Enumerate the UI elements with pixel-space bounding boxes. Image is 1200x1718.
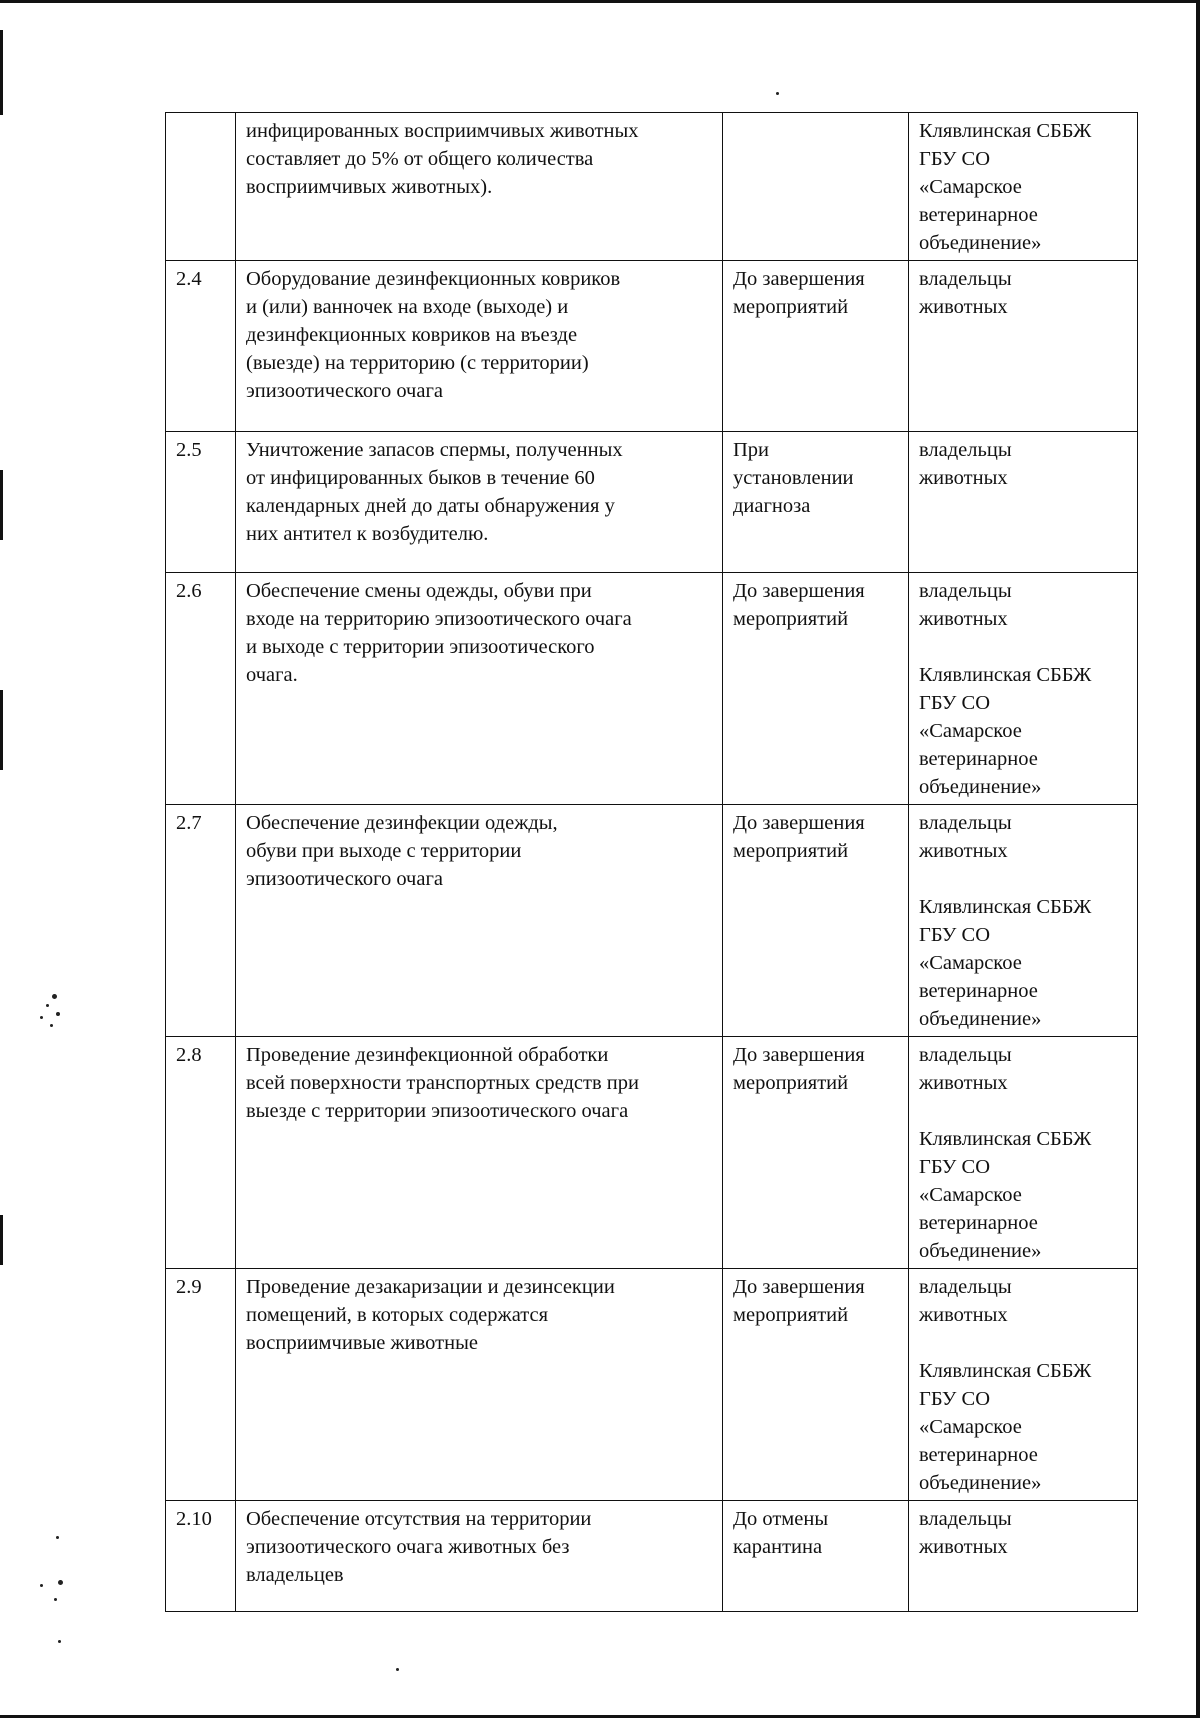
scan-border-left [0,30,3,115]
row-number: 2.5 [166,432,236,573]
measure-text: Проведение дезинфекционной обработки всей поверхности транспортных средств при выезде с территории эпизоотического очага [236,1037,723,1269]
responsible-text: владельцы животных Клявлинская СББЖ ГБУ СО «Самарское ветеринарное объединение» [909,1037,1138,1269]
row-number: 2.8 [166,1037,236,1269]
term-text: До завершения мероприятий [723,1037,909,1269]
measure-text: Обеспечение смены одежды, обуви при входе на территорию эпизоотического очага и выходе с территории эпизоотического очага. [236,573,723,805]
scan-speck [56,1012,60,1016]
row-number: 2.6 [166,573,236,805]
term-text: При установлении диагноза [723,432,909,573]
table-row [166,1037,1138,1269]
table-row [166,573,1138,805]
responsible-text: владельцы животных [909,261,1138,432]
measure-text: Обеспечение отсутствия на территории эпизоотического очага животных без владельцев [236,1501,723,1612]
term-text [723,113,909,261]
scan-speck [56,1536,59,1539]
scan-speck [40,1584,43,1587]
scan-speck [40,1016,43,1019]
responsible-text: владельцы животных [909,432,1138,573]
responsible-text: владельцы животных Клявлинская СББЖ ГБУ СО «Самарское ветеринарное объединение» [909,573,1138,805]
term-text: До завершения мероприятий [723,1269,909,1501]
measure-text: Обеспечение дезинфекции одежды, обуви при выходе с территории эпизоотического очага [236,805,723,1037]
scan-border-right [1196,0,1200,1718]
term-text: До завершения мероприятий [723,261,909,432]
scan-speck [776,92,779,95]
table-row [166,113,1138,261]
scan-speck [52,994,57,999]
table-row [166,432,1138,573]
scan-border-top [0,0,1200,3]
row-number: 2.9 [166,1269,236,1501]
scan-speck [54,1598,57,1601]
responsible-text: владельцы животных [909,1501,1138,1612]
term-text: До отмены карантина [723,1501,909,1612]
measure-text: Оборудование дезинфекционных ковриков и (или) ванночек на входе (выходе) и дезинфекционных ковриков на въезде (выезде) на территорию (с территории) эпизоотического очага [236,261,723,432]
responsible-text: владельцы животных Клявлинская СББЖ ГБУ СО «Самарское ветеринарное объединение» [909,805,1138,1037]
scan-border-left [0,470,3,540]
measure-text: инфицированных восприимчивых животных составляет до 5% от общего количества восприимчивых животных). [236,113,723,261]
row-number: 2.10 [166,1501,236,1612]
term-text: До завершения мероприятий [723,805,909,1037]
scan-speck [58,1640,61,1643]
scan-border-left [0,1215,3,1265]
measure-text: Уничтожение запасов спермы, полученных от инфицированных быков в течение 60 календарных дней до даты обнаружения у них антител к возбудителю. [236,432,723,573]
table-row [166,1269,1138,1501]
measure-text: Проведение дезакаризации и дезинсекции помещений, в которых содержатся восприимчивые животные [236,1269,723,1501]
term-text: До завершения мероприятий [723,573,909,805]
table-row [166,805,1138,1037]
table-row [166,261,1138,432]
row-number: 2.4 [166,261,236,432]
scan-speck [46,1004,49,1007]
row-number [166,113,236,261]
row-number: 2.7 [166,805,236,1037]
scan-speck [396,1668,399,1671]
scan-speck [50,1024,53,1027]
responsible-text: владельцы животных Клявлинская СББЖ ГБУ СО «Самарское ветеринарное объединение» [909,1269,1138,1501]
responsible-text: Клявлинская СББЖ ГБУ СО «Самарское ветеринарное объединение» [909,113,1138,261]
scan-border-left [0,690,3,770]
scan-speck [58,1580,63,1585]
measures-table [165,112,1138,1612]
table-row [166,1501,1138,1612]
